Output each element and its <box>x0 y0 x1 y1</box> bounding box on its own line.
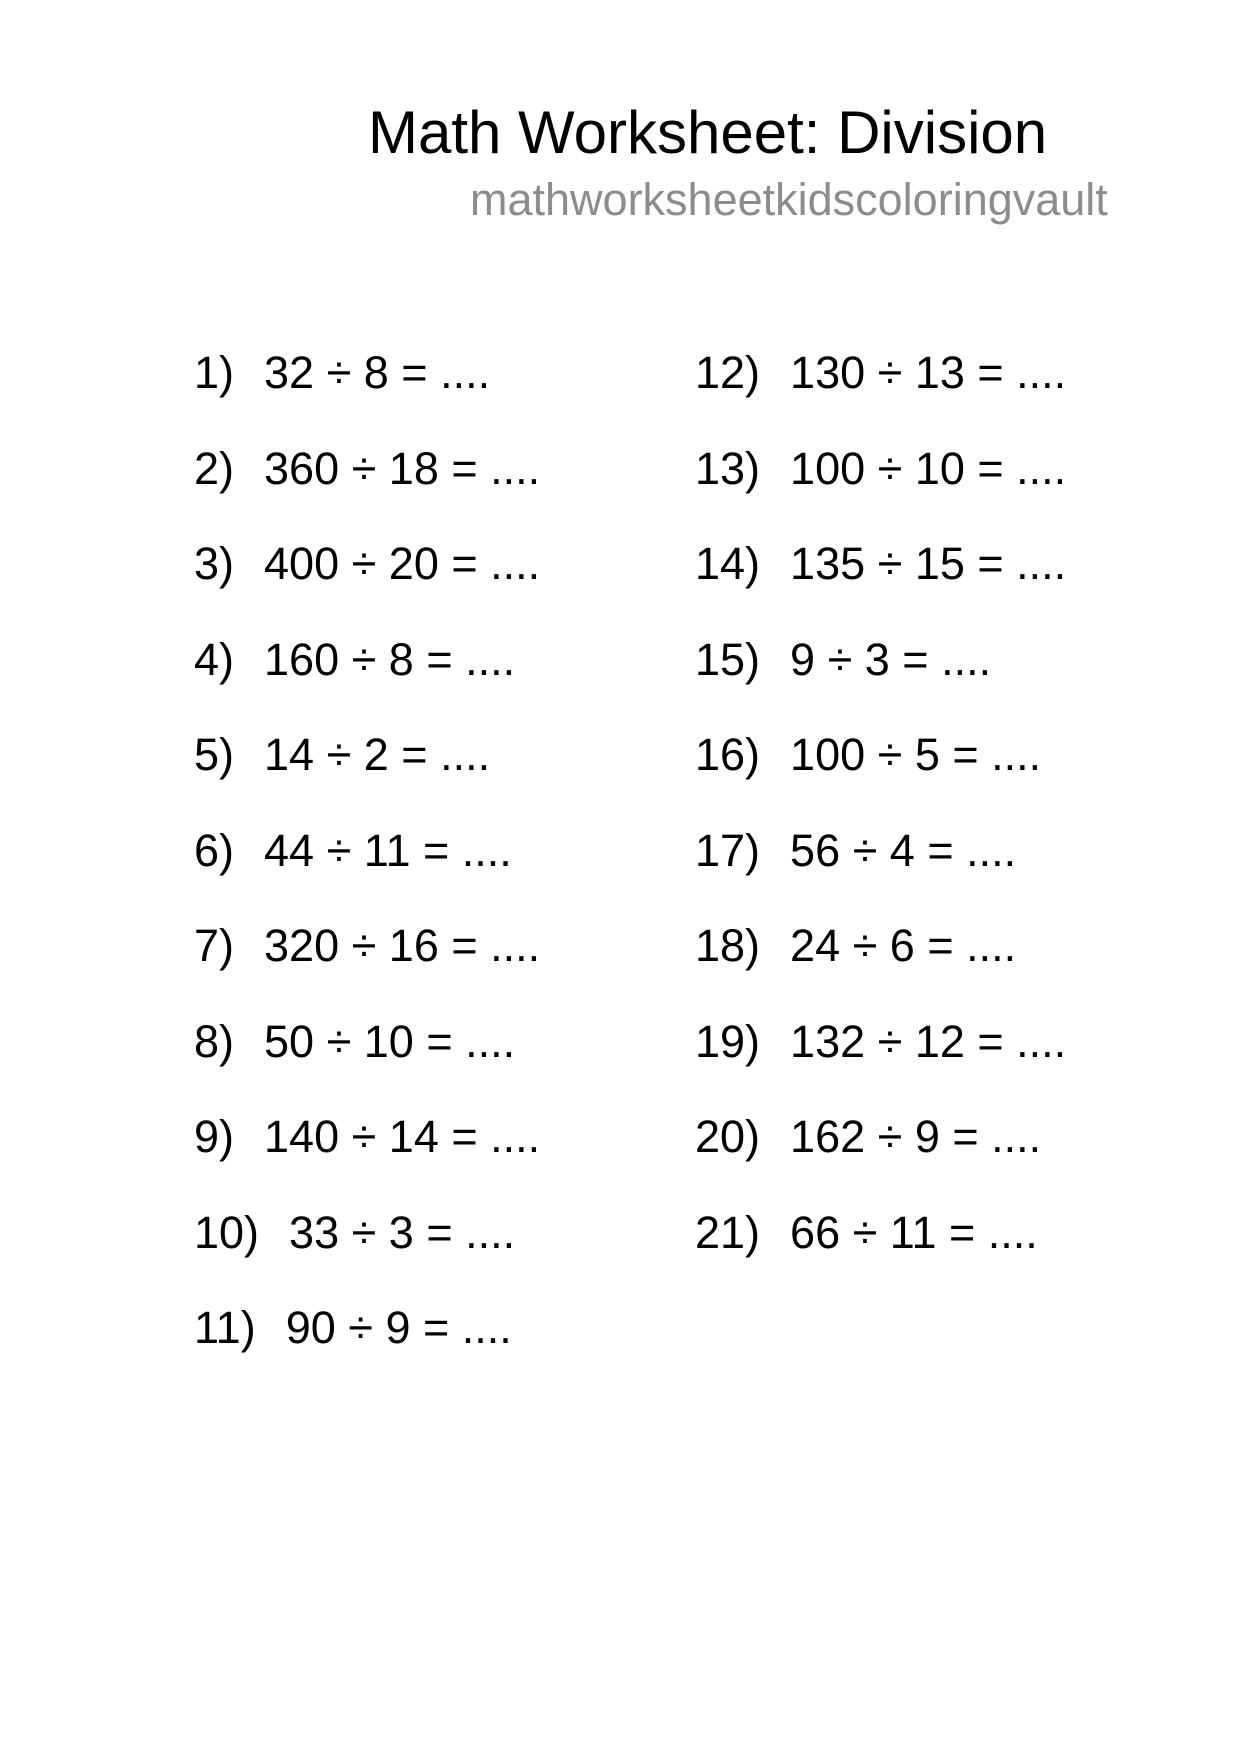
problem-expression: 135 ÷ 15 = .... <box>790 538 1067 589</box>
problem-expression: 160 ÷ 8 = .... <box>264 633 516 685</box>
problem-number: 11) <box>194 1302 256 1353</box>
problem-number: 15) <box>695 633 761 685</box>
problem-row <box>194 538 541 637</box>
problem-expression: 140 ÷ 14 = .... <box>264 1111 541 1162</box>
site-watermark: mathworksheetkidscoloringvault <box>470 174 1108 225</box>
problem-row <box>194 920 541 1019</box>
problem-number: 1) <box>194 347 235 398</box>
problem-row <box>194 1302 540 1401</box>
problem-expression: 130 ÷ 13 = .... <box>790 347 1067 398</box>
problem-number: 12) <box>695 347 761 398</box>
problem-row <box>194 442 541 542</box>
problem-number: 16) <box>695 729 761 780</box>
problem-row <box>695 347 1067 446</box>
problem-row <box>695 442 1067 542</box>
problem-expression: 162 ÷ 9 = .... <box>790 1111 1042 1162</box>
problem-row <box>194 1015 540 1115</box>
problem-expression: 90 ÷ 9 = .... <box>285 1302 512 1353</box>
problem-number: 3) <box>194 538 235 589</box>
problem-number: 4) <box>194 633 235 685</box>
problem-expression: 14 ÷ 2 = .... <box>264 729 491 780</box>
problem-number: 2) <box>194 442 235 494</box>
problem-row <box>194 1111 541 1210</box>
page-title: Math Worksheet: Division <box>368 99 1048 166</box>
problems-column-left <box>194 347 541 1401</box>
problem-row <box>194 347 540 446</box>
problem-number: 9) <box>194 1111 235 1162</box>
problem-expression: 100 ÷ 5 = .... <box>790 729 1042 780</box>
problem-expression: 360 ÷ 18 = .... <box>264 442 541 494</box>
problem-expression: 44 ÷ 11 = .... <box>264 824 512 876</box>
problem-number: 18) <box>695 920 761 971</box>
problem-row <box>695 729 1066 828</box>
problem-expression: 56 ÷ 4 = .... <box>790 824 1017 876</box>
problem-number: 13) <box>695 442 761 494</box>
problem-row <box>695 920 1066 1019</box>
problem-row <box>194 824 540 924</box>
problem-row <box>695 538 1067 637</box>
problem-row <box>194 633 540 733</box>
problem-number: 20) <box>695 1111 761 1162</box>
problem-expression: 24 ÷ 6 = .... <box>790 920 1017 971</box>
problem-expression: 66 ÷ 11 = .... <box>790 1206 1038 1258</box>
problem-expression: 9 ÷ 3 = .... <box>790 633 992 685</box>
problem-expression: 33 ÷ 3 = .... <box>289 1206 516 1258</box>
problem-expression: 50 ÷ 10 = .... <box>264 1015 516 1067</box>
problem-row <box>695 1111 1066 1210</box>
problem-number: 5) <box>194 729 235 780</box>
problem-number: 10) <box>194 1206 260 1258</box>
problem-row <box>194 1206 540 1306</box>
problem-expression: 320 ÷ 16 = .... <box>264 920 541 971</box>
problem-number: 14) <box>695 538 761 589</box>
problem-number: 8) <box>194 1015 235 1067</box>
problem-row <box>695 824 1066 924</box>
problem-number: 6) <box>194 824 235 876</box>
problem-number: 19) <box>695 1015 761 1067</box>
problem-expression: 400 ÷ 20 = .... <box>264 538 541 589</box>
problem-expression: 100 ÷ 10 = .... <box>790 442 1067 494</box>
problem-number: 21) <box>695 1206 761 1258</box>
problem-row <box>194 729 540 828</box>
problem-row <box>695 1015 1067 1115</box>
problem-number: 17) <box>695 824 761 876</box>
problem-expression: 132 ÷ 12 = .... <box>790 1015 1067 1067</box>
problems-column-right <box>695 347 1067 1305</box>
problem-number: 7) <box>194 920 235 971</box>
problem-row <box>695 1206 1066 1306</box>
problem-row <box>695 633 1066 733</box>
problem-expression: 32 ÷ 8 = .... <box>264 347 491 398</box>
